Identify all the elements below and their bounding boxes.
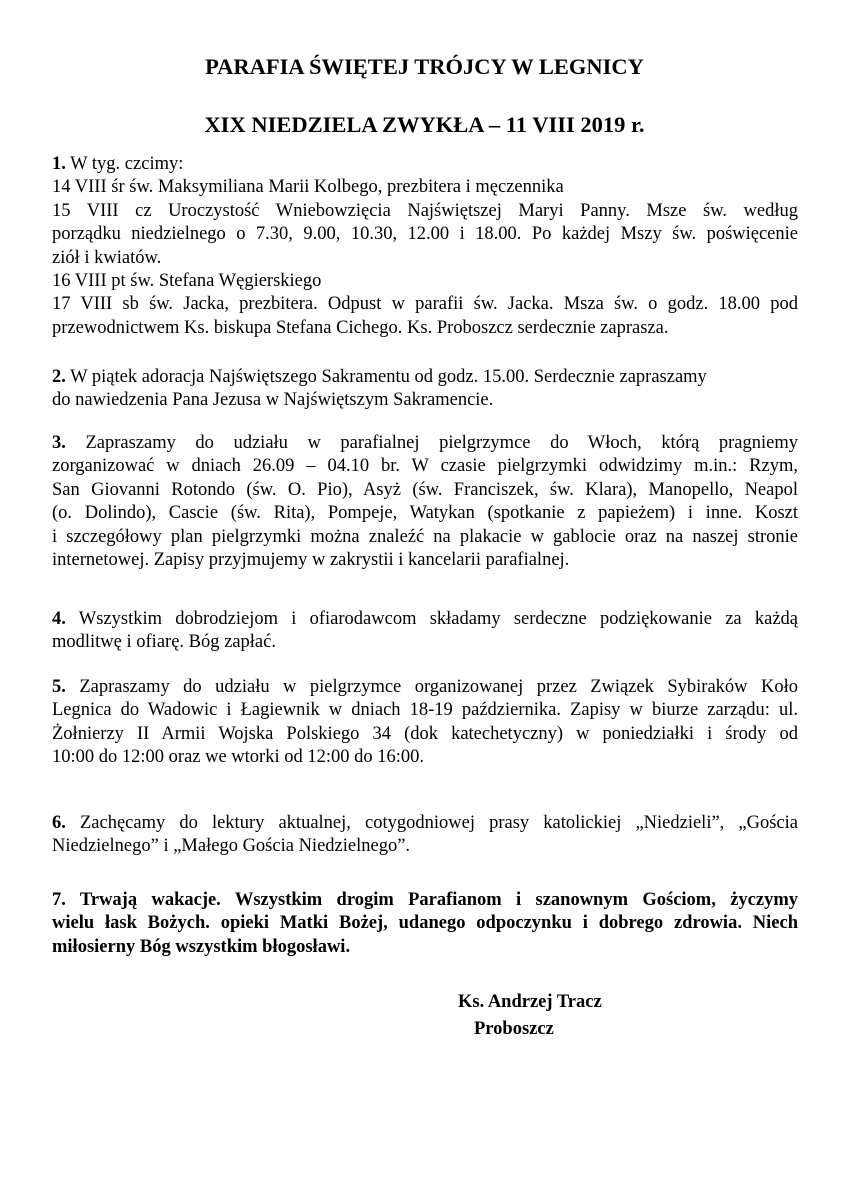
item-6-line-2: Niedzielnego” i „Małego Gościa Niedzielnego”. [52,836,411,857]
item-number: 7. [52,890,66,910]
item-3-line-2: zorganizować w dniach 26.09 – 04.10 br. W czasie pielgrzymki odwidzimy m.in.: Rzym, [52,456,798,477]
item-4-line-1: 4. Wszystkim dobrodziejom i ofiarodawcom składamy serdeczne podziękowanie za każdą [52,609,798,629]
item-number: 5. [52,677,66,697]
item-1-line-3: 15 VIII cz Uroczystość Wniebowzięcia Najświętszej Maryi Panny. Msze św. według [52,200,798,221]
item-3-line-6: internetowej. Zapisy przyjmujemy w zakrystii i kancelarii parafialnej. [52,550,570,571]
item-7-line-3: miłosierny Bóg wszystkim błogosławi. [52,936,351,957]
item-5-line-3: Żołnierzy II Armii Wojska Polskiego 34 (dok katechetyczny) w poniedziałki i środy od [52,723,798,744]
signature-name: Ks. Andrzej Tracz [458,992,602,1012]
item-number: 6. [52,813,66,833]
announcement-item-7 [52,889,798,959]
announcement-item-3 [52,432,798,572]
item-3-line-5: i szczegółowy plan pielgrzymki można znaleźć na plakacie w gablocie oraz na naszej stronie [52,526,798,547]
item-5-line-2: Legnica do Wadowic i Łagiewnik w dniach 18-19 października. Zapisy w biurze zarządu: ul. [52,700,798,721]
item-number: 3. [52,433,66,453]
parish-title: PARAFIA ŚWIĘTEJ TRÓJCY W LEGNICY [205,54,644,79]
item-1-line-1: 1. W tyg. czcimy: [52,154,184,174]
item-7-line-1: 7. Trwają wakacje. Wszystkim drogim Parafianom i szanownym Gościom, życzymy [52,890,798,910]
item-5-line-4: 10:00 do 12:00 oraz we wtorki od 12:00 do 16:00. [52,747,425,768]
item-3-line-1: 3. Zapraszamy do udziału w parafialnej pielgrzymce do Włoch, którą pragniemy [52,433,798,453]
item-1-line-8: przewodnictwem Ks. biskupa Stefana Cichego. Ks. Proboszcz serdecznie zaprasza. [52,317,669,338]
item-3-line-3: San Giovanni Rotondo (św. O. Pio), Asyż (św. Franciszek, św. Klara), Manopello, Neapol [52,479,798,500]
item-6-line-1: 6. Zachęcamy do lektury aktualnej, cotygodniowej prasy katolickiej „Niedzieli”, „Gościa [52,813,798,833]
item-1-line-4: porządku niedzielnego o 7.30, 9.00, 10.30, 12.00 i 18.00. Po każdej Mszy św. poświęcenie [52,224,798,245]
item-3-line-4: (o. Dolindo), Cascie (św. Rita), Pompeje, Watykan (spotkanie z papieżem) i inne. Koszt [52,503,798,524]
item-1-line-2: 14 VIII śr św. Maksymiliana Marii Kolbego, prezbitera i męczennika [52,177,564,198]
item-1-line-6: 16 VIII pt św. Stefana Węgierskiego [52,271,322,292]
announcement-item-1 [52,153,798,340]
announcement-item-6 [52,812,798,859]
item-2-line-2: do nawiedzenia Pana Jezusa w Najświętszym Sakramencie. [52,390,494,411]
item-number: 1. [52,154,66,174]
item-5-line-1: 5. Zapraszamy do udziału w pielgrzymce organizowanej przez Związek Sybiraków Koło [52,677,798,697]
item-4-line-2: modlitwę i ofiarę. Bóg zapłać. [52,632,276,653]
item-number: 2. [52,367,66,387]
item-1-line-5: ziół i kwiatów. [52,247,162,268]
item-2-line-1: 2. W piątek adoracja Najświętszego Sakramentu od godz. 15.00. Serdecznie zapraszamy [52,367,707,387]
signature-role: Proboszcz [474,1019,554,1039]
announcement-item-4 [52,608,798,655]
item-number: 4. [52,609,66,629]
announcement-item-5 [52,676,798,770]
announcement-item-2 [52,366,798,413]
item-1-line-7: 17 VIII sb św. Jacka, prezbitera. Odpust w parafii św. Jacka. Msza św. o godz. 18.00 pod [52,294,798,315]
item-7-line-2: wielu łask Bożych. opieki Matki Bożej, udanego odpoczynku i dobrego zdrowia. Niech [52,913,798,934]
sunday-title: XIX NIEDZIELA ZWYKŁA – 11 VIII 2019 r. [204,112,645,137]
